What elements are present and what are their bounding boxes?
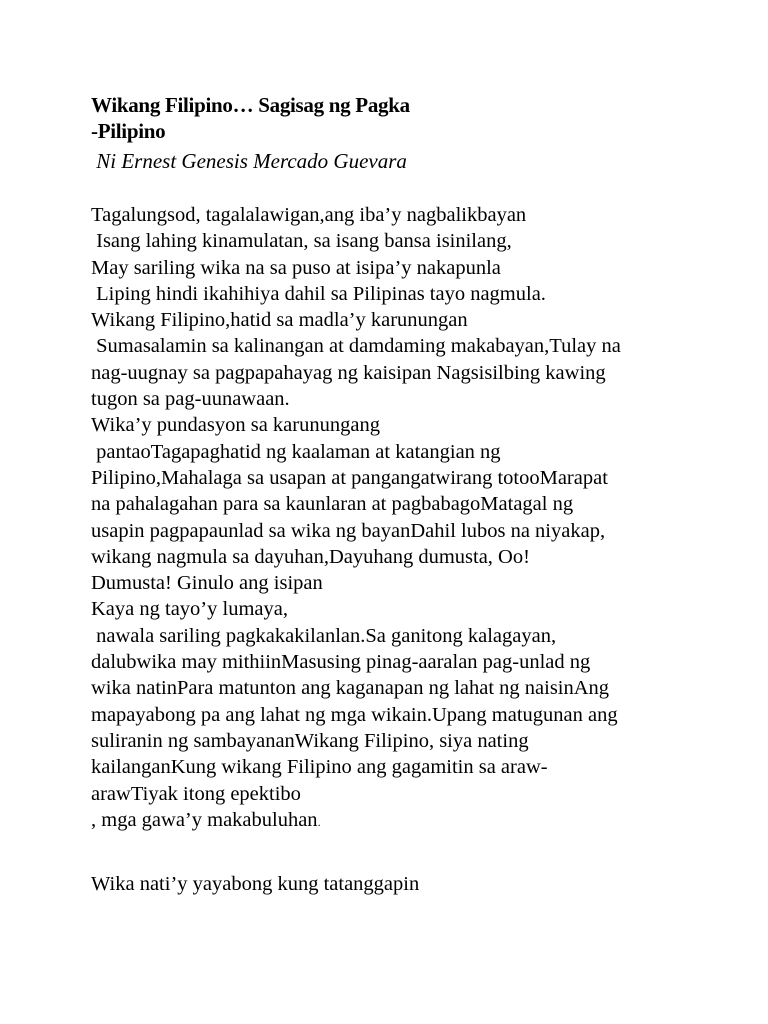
poem-line: mapayabong pa ang lahat ng mga wikain.Upang matugunan ang: [91, 703, 618, 726]
poem-author: Ni Ernest Genesis Mercado Guevara: [91, 149, 407, 173]
last-line-text: , mga gawa’y makabuluhan: [91, 808, 318, 831]
poem-body: [91, 202, 711, 833]
poem-line: Wikang Filipino,hatid sa madla’y karunungan: [91, 309, 468, 332]
poem-line: dalubwika may mithiinMasusing pinag-aaralan pag-unlad ng: [91, 651, 591, 674]
poem-line: wikang nagmula sa dayuhan,Dayuhang dumusta, Oo!: [91, 545, 530, 568]
title-line-2: -Pilipino: [91, 119, 166, 144]
poem-line: wika natinPara matunton ang kaganapan ng lahat ng naisinAng: [91, 677, 610, 700]
poem-line: nawala sariling pagkakakilanlan.Sa ganitong kalagayan,: [91, 624, 557, 647]
poem-line: na pahalagahan para sa kaunlaran at pagbabagoMatagal ng: [91, 493, 574, 516]
poem-line: Kaya ng tayo’y lumaya,: [91, 598, 288, 621]
poem-line: pantaoTagapaghatid ng kaalaman at katangian ng: [91, 440, 501, 463]
title-line-1: Wikang Filipino… Sagisag ng Pagka: [91, 93, 410, 117]
poem-line: usapin pagpapaunlad sa wika ng bayanDahil lubos na niyakap,: [91, 519, 606, 542]
poem-line: Dumusta! Ginulo ang isipan: [91, 572, 323, 595]
poem-closing-line: Wika nati’y yayabong kung tatanggapin: [91, 873, 420, 895]
poem-line: tugon sa pag-uunawaan.: [91, 388, 290, 411]
poem-line: Wika’y pundasyon sa karunungang: [91, 414, 380, 437]
poem-line: Sumasalamin sa kalinangan at damdaming makabayan,Tulay na: [91, 335, 621, 358]
poem-line: kailanganKung wikang Filipino ang gagamitin sa araw-: [91, 756, 548, 779]
poem-line: Tagalungsod, tagalalawigan,ang iba’y nagbalikbayan: [91, 204, 527, 226]
poem-line: Liping hindi ikahihiya dahil sa Pilipinas tayo nagmula.: [91, 282, 546, 305]
poem-line: Isang lahing kinamulatan, sa isang bansa isinilang,: [91, 230, 512, 253]
poem-line: suliranin ng sambayananWikang Filipino, siya nating: [91, 729, 529, 752]
poem-line: Pilipino,Mahalaga sa usapan at pangangatwirang totooMarapat: [91, 466, 608, 489]
last-line-period: .: [317, 814, 321, 829]
poem-title: [91, 92, 731, 145]
poem-line-last: [91, 807, 711, 833]
poem-line: May sariling wika na sa puso at isipa’y nakapunla: [91, 256, 501, 279]
poem-line: arawTiyak itong epektibo: [91, 782, 301, 805]
poem-line: nag-uugnay sa pagpapahayag ng kaisipan Nagsisilbing kawing: [91, 361, 606, 384]
